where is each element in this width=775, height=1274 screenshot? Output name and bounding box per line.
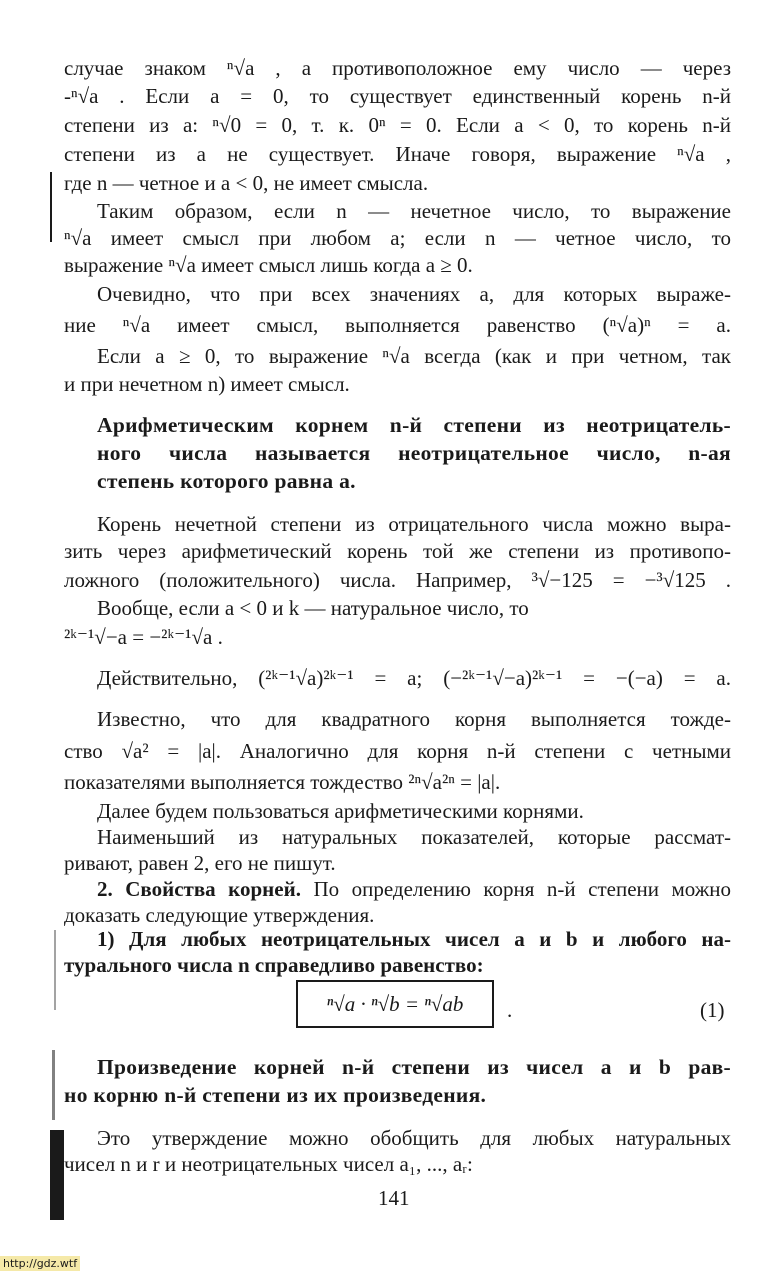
- formula-box: ⁿ√a · ⁿ√b = ⁿ√ab: [296, 980, 494, 1028]
- text-line: Если a ≥ 0, то выражение ⁿ√a всегда (как и при четном, так: [97, 344, 731, 368]
- formula-dot: .: [507, 998, 513, 1022]
- margin-mark: [50, 172, 52, 242]
- text-line: Очевидно, что при всех значениях a, для которых выраже-: [97, 282, 731, 306]
- text-line: чисел n и r и неотрицательных чисел a₁, ..., aᵣ:: [64, 1152, 473, 1176]
- equation-number: (1): [700, 998, 725, 1022]
- text-line: степени из a не существует. Иначе говоря, выражение ⁿ√a ,: [64, 142, 731, 166]
- margin-mark: [54, 930, 56, 1010]
- text-line: Это утверждение можно обобщить для любых натуральных: [97, 1126, 731, 1150]
- text-line: Наименьший из натуральных показателей, которые рассмат-: [97, 825, 731, 849]
- text-line: ложного (положительного) числа. Например, ³√−125 = −³√125 .: [64, 568, 731, 592]
- text-line: ство √a² = |a|. Аналогично для корня n-й степени с четными: [64, 739, 731, 763]
- text-line: Далее будем пользоваться арифметическими корнями.: [97, 799, 584, 823]
- page-number: 141: [378, 1186, 410, 1210]
- definition-line: но корню n-й степени из их произведения.: [64, 1083, 487, 1107]
- text-line: Действительно, (²ᵏ⁻¹√a)²ᵏ⁻¹ = a; (−²ᵏ⁻¹√−a)²ᵏ⁻¹ = −(−a) = a.: [97, 666, 731, 690]
- text-line: зить через арифметический корень той же степени из противопо-: [64, 539, 731, 563]
- text-line: и при нечетном n) имеет смысл.: [64, 372, 350, 396]
- definition-line: Арифметическим корнем n-й степени из неотрицатель-: [97, 413, 731, 437]
- text-line: где n — четное и a < 0, не имеет смысла.: [64, 171, 429, 195]
- text-line: случае знаком ⁿ√a , а противоположное ему число — через: [64, 56, 731, 80]
- text-line: -ⁿ√a . Если a = 0, то существует единственный корень n-й: [64, 84, 731, 108]
- text-line: степени из a: ⁿ√0 = 0, т. к. 0ⁿ = 0. Если a < 0, то корень n-й: [64, 113, 731, 137]
- margin-mark: [52, 1050, 55, 1120]
- text-line: выражение ⁿ√a имеет смысл лишь когда a ≥ 0.: [64, 253, 473, 277]
- section-line: [97, 875, 731, 903]
- text-line: ние ⁿ√a имеет смысл, выполняется равенство (ⁿ√a)ⁿ = a.: [64, 313, 731, 337]
- text-line: ривают, равен 2, его не пишут.: [64, 851, 336, 875]
- text-line: ⁿ√a имеет смысл при любом a; если n — четное число, то: [64, 226, 731, 250]
- text-line: ²ᵏ⁻¹√−a = −²ᵏ⁻¹√a .: [64, 625, 223, 649]
- text-line: показателями выполняется тождество ²ⁿ√a²ⁿ = |a|.: [64, 770, 501, 794]
- property-line: 1) Для любых неотрицательных чисел a и b и любого на-: [97, 927, 731, 951]
- text-line: доказать следующие утверждения.: [64, 903, 375, 927]
- margin-mark: [50, 1130, 64, 1220]
- property-line: турального числа n справедливо равенство:: [64, 953, 484, 977]
- definition-line: Произведение корней n-й степени из чисел a и b рав-: [97, 1055, 731, 1079]
- definition-line: ного числа называется неотрицательное число, n-ая: [97, 441, 731, 465]
- text-line: Корень нечетной степени из отрицательного числа можно выра-: [97, 512, 731, 536]
- watermark-link[interactable]: http://gdz.wtf: [0, 1256, 80, 1271]
- section-title: 2. Свойства корней.: [97, 877, 301, 901]
- definition-line: степень которого равна a.: [97, 469, 356, 493]
- text-line: Таким образом, если n — нечетное число, то выражение: [97, 199, 731, 223]
- text-line: Известно, что для квадратного корня выполняется тожде-: [97, 707, 731, 731]
- text-line: Вообще, если a < 0 и k — натуральное число, то: [97, 596, 529, 620]
- section-text: По определению корня n-й степени можно: [300, 877, 731, 901]
